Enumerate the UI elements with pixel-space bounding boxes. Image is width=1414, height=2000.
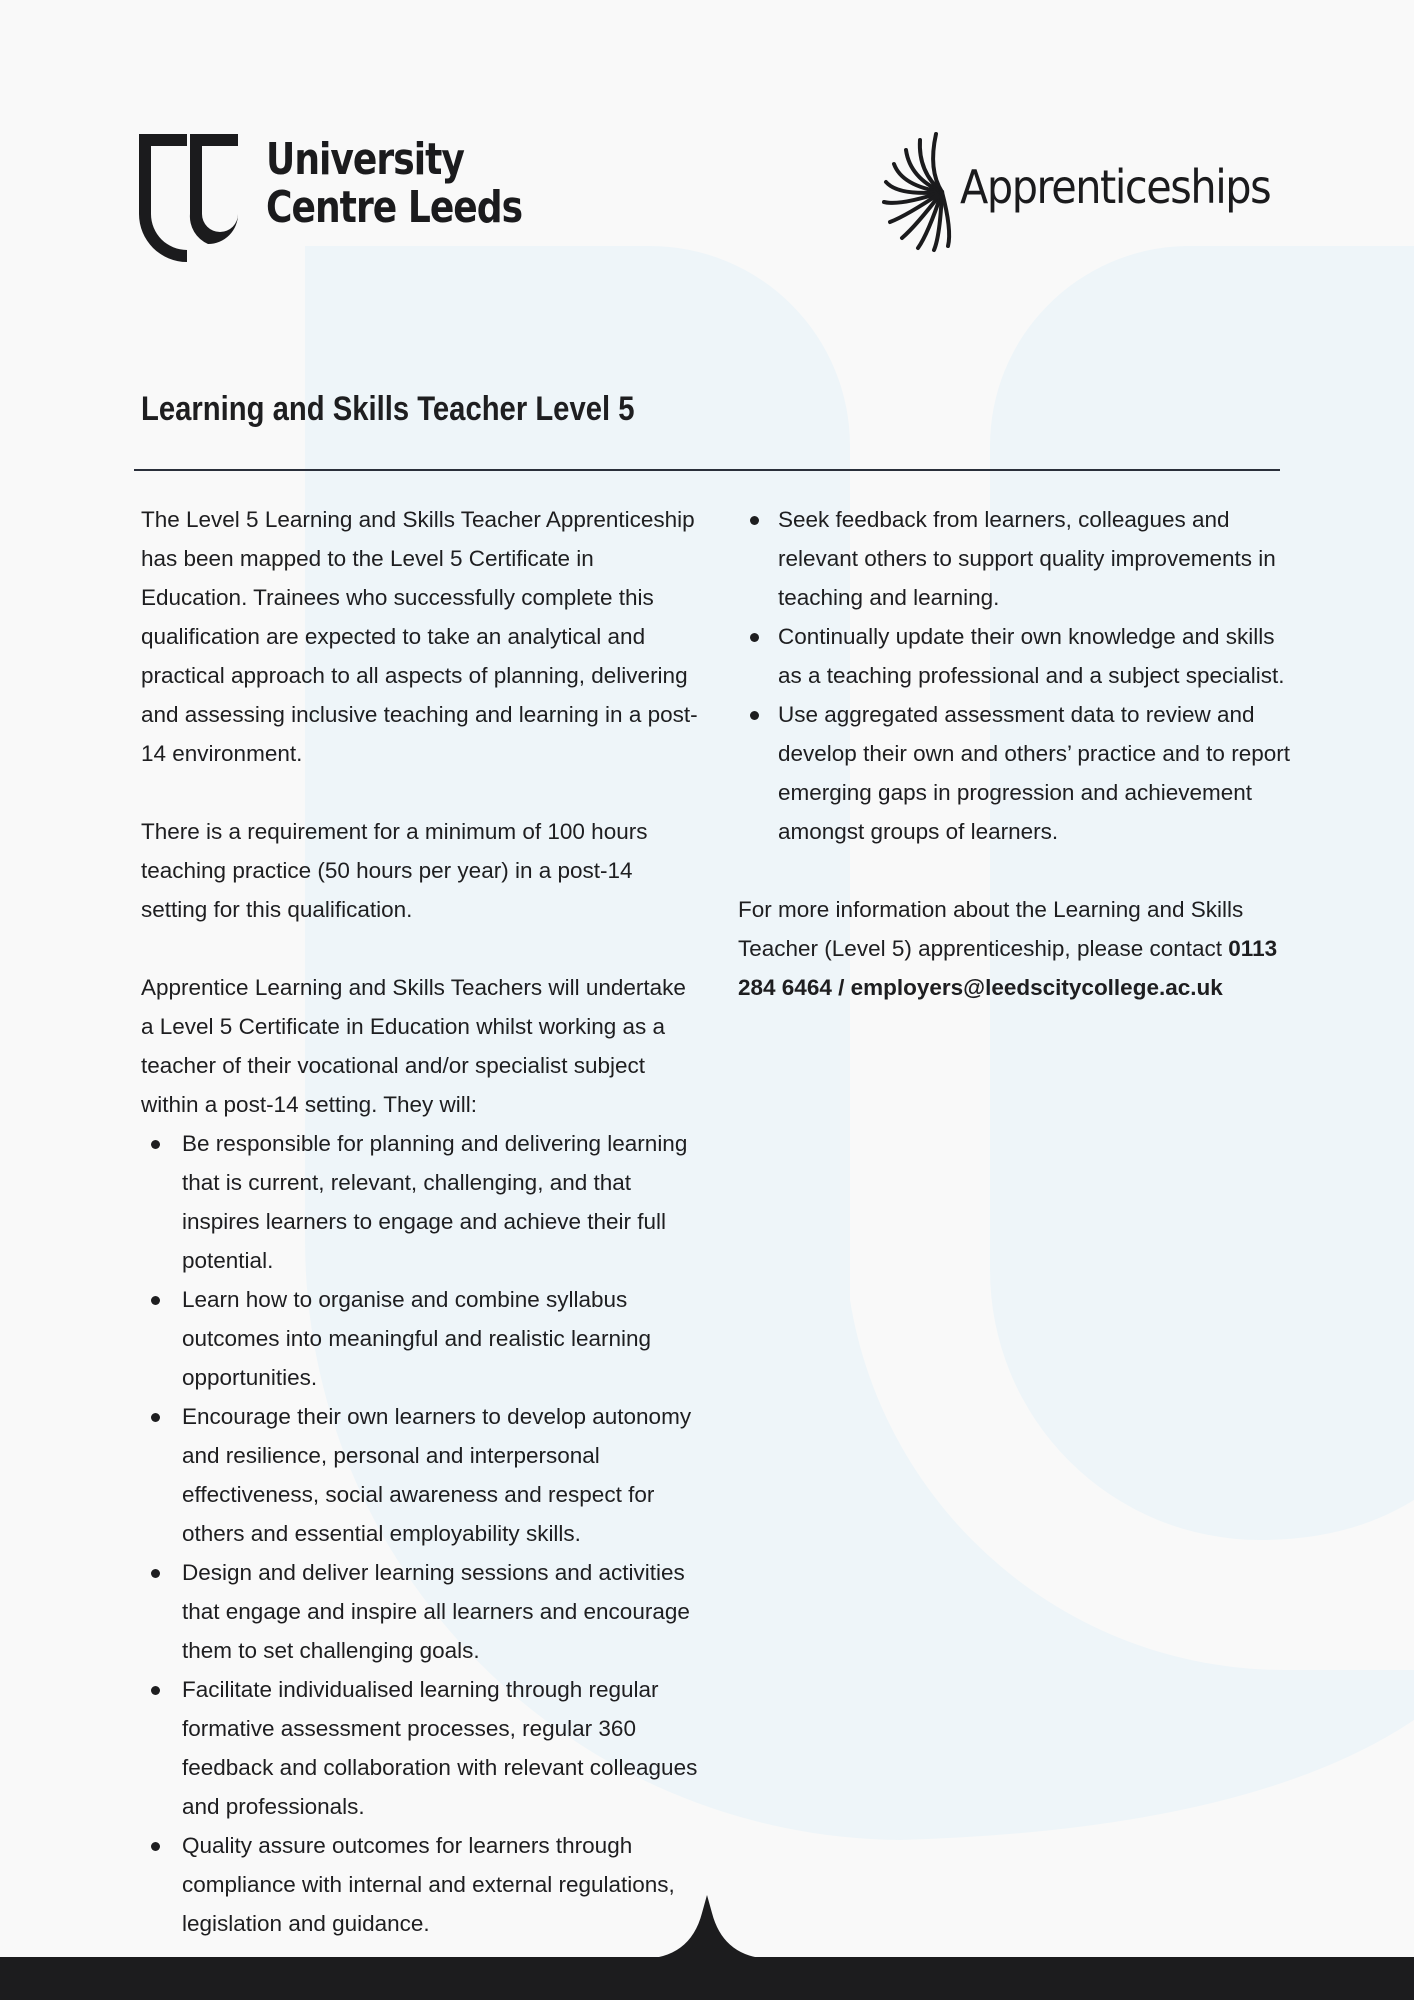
duties-list-continued bbox=[738, 500, 1298, 851]
contact-paragraph bbox=[738, 890, 1298, 1007]
footer-peak-ornament bbox=[640, 1895, 774, 1959]
list-item: Facilitate individualised learning through regular formative assessment processes, regular 360 feedback and collaboration with relevant colleagues and professionals. bbox=[141, 1670, 701, 1826]
list-item: Continually update their own knowledge and skills as a teaching professional and a subject specialist. bbox=[738, 617, 1298, 695]
requirement-paragraph: There is a requirement for a minimum of 100 hours teaching practice (50 hours per year) in a post-14 setting for this qualification. bbox=[141, 819, 648, 922]
apprenticeships-logo bbox=[872, 130, 1305, 254]
left-column bbox=[141, 500, 701, 1982]
contact-email[interactable]: employers@leedscitycollege.ac.uk bbox=[850, 975, 1223, 1000]
logo-text-apprenticeships: Apprenticeships bbox=[960, 160, 1271, 214]
lead-in-paragraph: Apprentice Learning and Skills Teachers will undertake a Level 5 Certificate in Education whilst working as a teacher of their vocational and/or specialist subject within a post-14 setting. They will: bbox=[141, 975, 686, 1117]
footer-bar bbox=[0, 1957, 1414, 2000]
list-item: Seek feedback from learners, colleagues and relevant others to support quality improvements in teaching and learning. bbox=[738, 500, 1298, 617]
title-divider bbox=[134, 469, 1280, 471]
list-item: Quality assure outcomes for learners through compliance with internal and external regulations, legislation and guidance. bbox=[141, 1826, 701, 1943]
list-item: Be responsible for planning and delivering learning that is current, relevant, challenging, and that inspires learners to engage and achieve their full potential. bbox=[141, 1124, 701, 1280]
logo-line-centre-leeds: Centre Leeds bbox=[266, 182, 523, 233]
list-item: Use aggregated assessment data to review and develop their own and others’ practice and to report emerging gaps in progression and achievement amongst groups of learners. bbox=[738, 695, 1298, 851]
contact-separator: / bbox=[831, 975, 851, 1000]
intro-paragraph: The Level 5 Learning and Skills Teacher Apprenticeship has been mapped to the Level 5 Certificate in Education. Trainees who successfully complete this qualification are expected to take an analytical and practical approach to all aspects of planning, delivering and assessing inclusive teaching and learning in a post-14 environment. bbox=[141, 507, 698, 766]
right-column bbox=[738, 500, 1298, 1046]
contact-text: For more information about the Learning and Skills Teacher (Level 5) apprenticeship, please contact bbox=[738, 897, 1244, 961]
university-centre-leeds-logo bbox=[134, 132, 578, 264]
list-item: Encourage their own learners to develop autonomy and resilience, personal and interpersonal effectiveness, social awareness and respect for others and essential employability skills. bbox=[141, 1397, 701, 1553]
list-item: Design and deliver learning sessions and activities that engage and inspire all learners and encourage them to set challenging goals. bbox=[141, 1553, 701, 1670]
duties-list bbox=[141, 1124, 701, 1943]
page-title: Learning and Skills Teacher Level 5 bbox=[141, 390, 635, 428]
list-item: Learn how to organise and combine syllabus outcomes into meaningful and realistic learning opportunities. bbox=[141, 1280, 701, 1397]
contact-phone[interactable]: 0113 284 6464 bbox=[738, 936, 1278, 1000]
apprenticeships-fan-icon bbox=[872, 130, 960, 254]
logo-line-university: University bbox=[266, 134, 464, 185]
ucl-mark-icon bbox=[134, 132, 240, 264]
